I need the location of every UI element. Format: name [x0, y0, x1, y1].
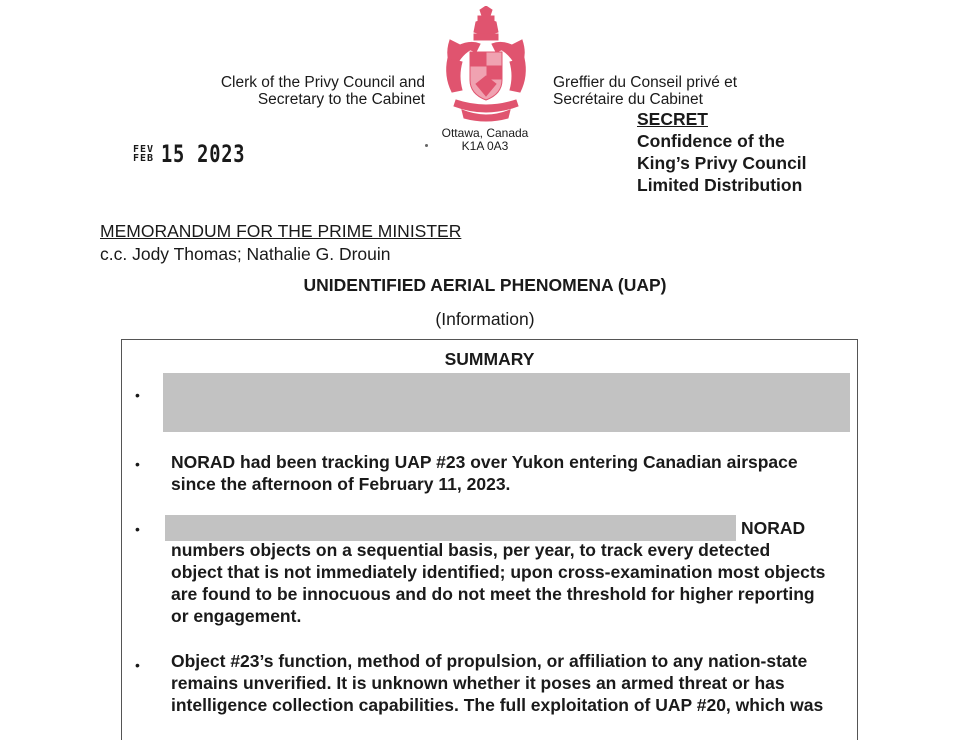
address-block	[431, 127, 539, 153]
header-right-line2: Secrétaire du Cabinet	[553, 91, 703, 108]
memo-subject: UNIDENTIFIED AERIAL PHENOMENA (UAP)	[303, 275, 667, 295]
summary-box	[121, 339, 858, 740]
date-stamp-months	[133, 145, 154, 163]
classification-line1: Confidence of the	[637, 131, 785, 151]
bullet-3-line4: are found to be innocuous and do not meet the threshold for higher reporting	[171, 584, 815, 604]
address-city: Ottawa, Canada	[441, 126, 529, 140]
bullet-4-marker: •	[135, 657, 140, 673]
memo-type: (Information)	[435, 309, 535, 329]
header-left-line2: Secretary to the Cabinet	[257, 91, 425, 108]
bullet-3-line5: or engagement.	[171, 606, 302, 626]
canada-coat-of-arms-icon	[440, 6, 532, 124]
date-month-en: FEB	[133, 153, 155, 164]
header-left-line1: Clerk of the Privy Council and	[220, 74, 425, 91]
header-right-line1: Greffier du Conseil privé et	[553, 74, 738, 91]
bullet-4-text	[171, 650, 851, 716]
summary-title: SUMMARY	[444, 349, 535, 369]
redaction-block-1	[163, 373, 850, 432]
memo-cc: c.c. Jody Thomas; Nathalie G. Drouin	[100, 244, 391, 264]
bullet-4-line3: intelligence collection capabilities. The full exploitation of UAP #20, which was	[171, 695, 824, 715]
bullet-3-line3: object that is not immediately identified; upon cross-examination most objects	[171, 562, 826, 582]
header-right-block	[553, 74, 853, 108]
bullet-3-marker: •	[135, 521, 140, 537]
bullet-2-marker: •	[135, 456, 140, 472]
bullet-1-marker: •	[135, 387, 140, 403]
header-left-block	[150, 74, 425, 108]
date-stamp	[133, 140, 269, 168]
date-month-fr: FEV	[133, 144, 155, 155]
classification-line3: Limited Distribution	[637, 175, 803, 195]
address-postal: K1A 0A3	[461, 139, 509, 153]
classification-block	[637, 108, 807, 196]
scan-dot	[425, 144, 428, 147]
bullet-3-line2: numbers objects on a sequential basis, per year, to track every detected	[171, 540, 771, 560]
bullet-2-text	[171, 451, 851, 495]
bullet-4-line2: remains unverified. It is unknown whether it poses an armed threat or has	[171, 673, 785, 693]
date-day-year: 15 2023	[161, 140, 246, 168]
redaction-block-2	[165, 515, 736, 541]
bullet-2-line1: NORAD had been tracking UAP #23 over Yukon entering Canadian airspace	[171, 452, 798, 472]
bullet-2-line2: since the afternoon of February 11, 2023.	[171, 474, 511, 494]
classification-line2: King’s Privy Council	[637, 153, 807, 173]
classification-level: SECRET	[637, 109, 708, 129]
bullet-4-line1: Object #23’s function, method of propulsion, or affiliation to any nation-state	[171, 651, 808, 671]
bullet-3-text	[171, 539, 851, 627]
memo-recipient: MEMORANDUM FOR THE PRIME MINISTER	[100, 221, 462, 241]
bullet-3-norad: NORAD	[741, 518, 806, 538]
